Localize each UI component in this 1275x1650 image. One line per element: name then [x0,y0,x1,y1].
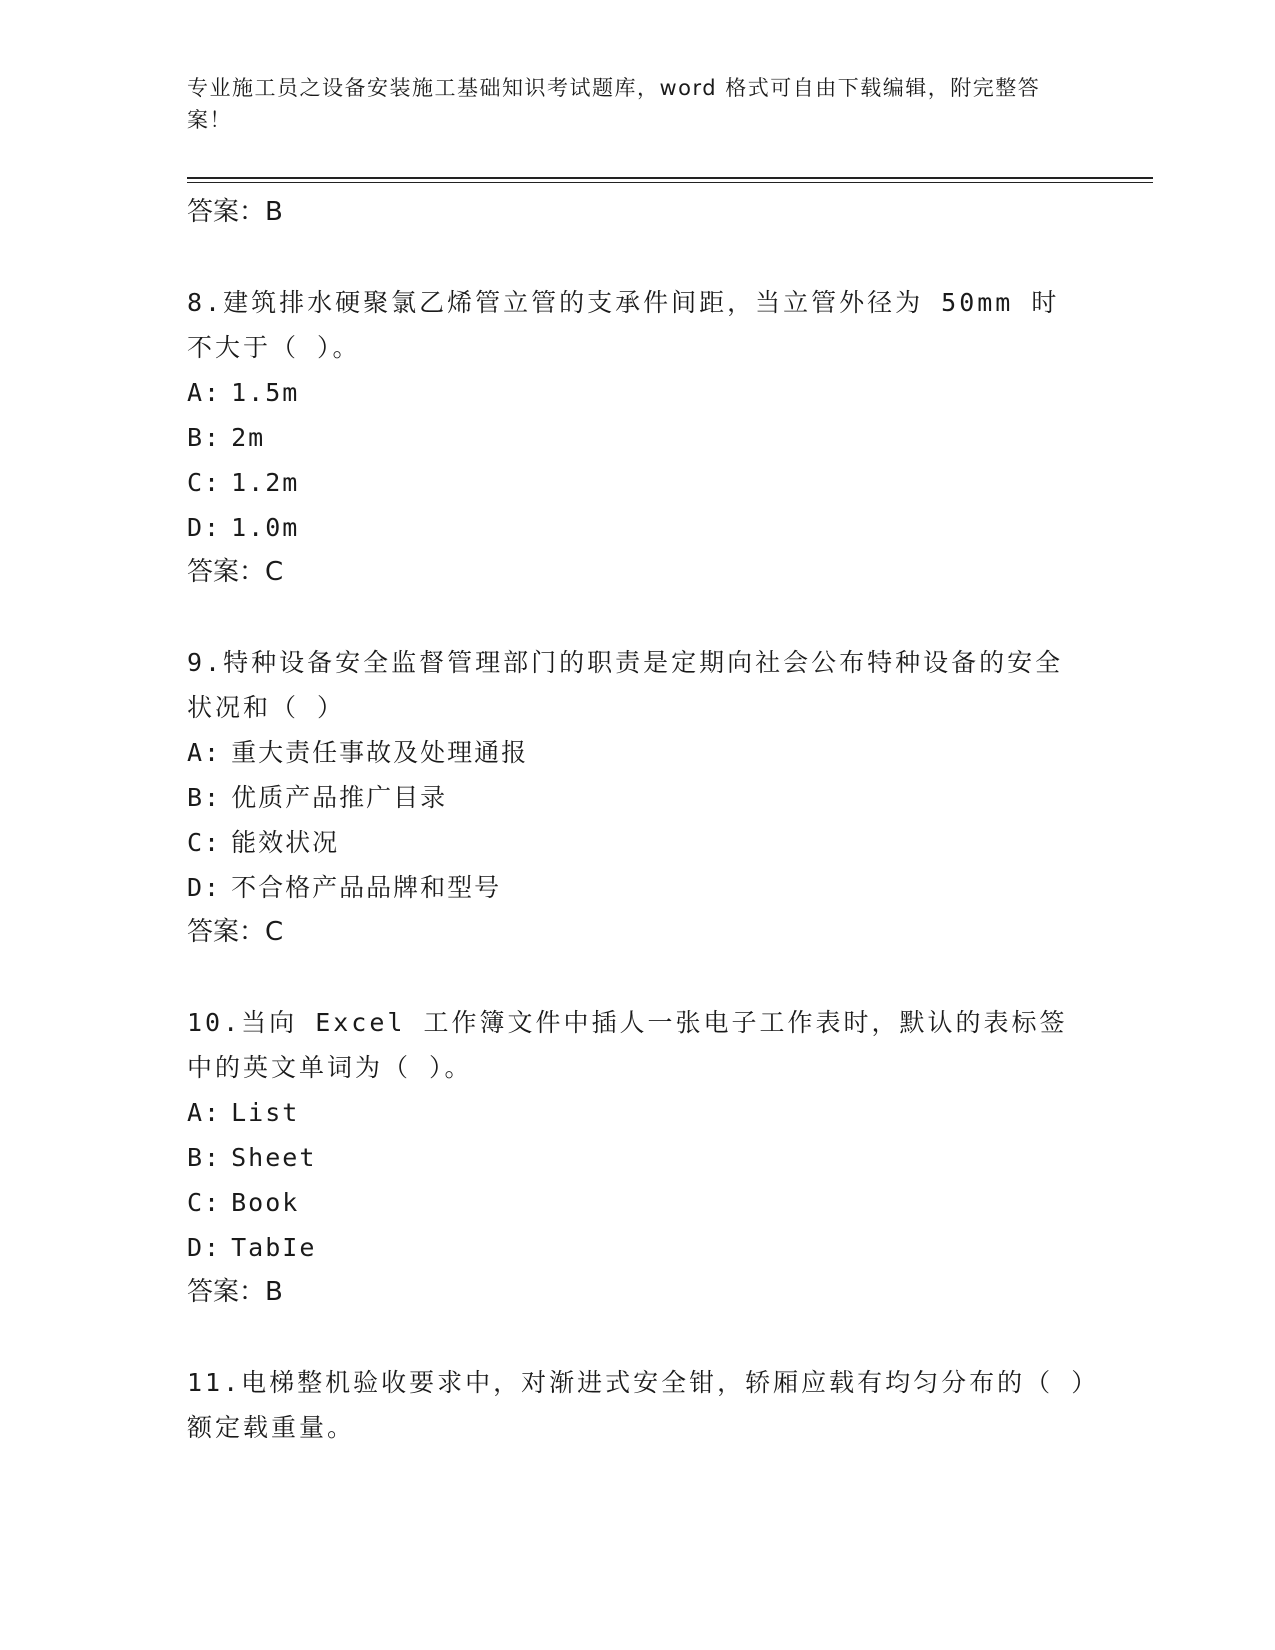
option-a: A: 1.5m [187,378,300,407]
option-d: D: 不合格产品品牌和型号 [187,873,502,902]
answer-label: 答案：B [187,197,283,227]
header-rule-thick [187,177,1153,179]
question-8 [187,280,1087,594]
option-c: C: 1.2m [187,468,300,497]
question-10 [187,1000,1087,1314]
question-text: 11.电梯整机验收要求中，对渐进式安全钳，轿厢应载有均匀分布的（ ）额定载重量。 [187,1368,1087,1442]
option-a: A: 重大责任事故及处理通报 [187,738,529,767]
question-list [187,190,1087,1450]
question-9 [187,640,1087,954]
option-c: C: 能效状况 [187,828,340,857]
option-a: A: List [187,1098,300,1127]
question-11 [187,1360,1087,1450]
question-text: 10.当向 Excel 工作簿文件中插人一张电子工作表时，默认的表标签中的英文单词为（ ）。 [187,1008,1068,1082]
option-b: B: 优质产品推广目录 [187,783,448,812]
option-c: C: Book [187,1188,300,1217]
answer-label: 答案：B [187,1277,283,1307]
question-text: 8.建筑排水硬聚氯乙烯管立管的支承件间距，当立管外径为 50mm 时不大于（ ）。 [187,288,1060,362]
document-header: 专业施工员之设备安装施工基础知识考试题库，word 格式可自由下载编辑，附完整答案！ [187,76,1041,132]
answer-label: 答案：C [187,557,284,587]
answer-label: 答案：C [187,917,284,947]
option-b: B: Sheet [187,1143,317,1172]
option-b: B: 2m [187,423,266,452]
header-rule-thin [187,182,1153,183]
option-d: D: TabIe [187,1233,317,1262]
option-d: D: 1.0m [187,513,300,542]
question-text: 9.特种设备安全监督管理部门的职责是定期向社会公布特种设备的安全状况和（ ） [187,648,1064,722]
